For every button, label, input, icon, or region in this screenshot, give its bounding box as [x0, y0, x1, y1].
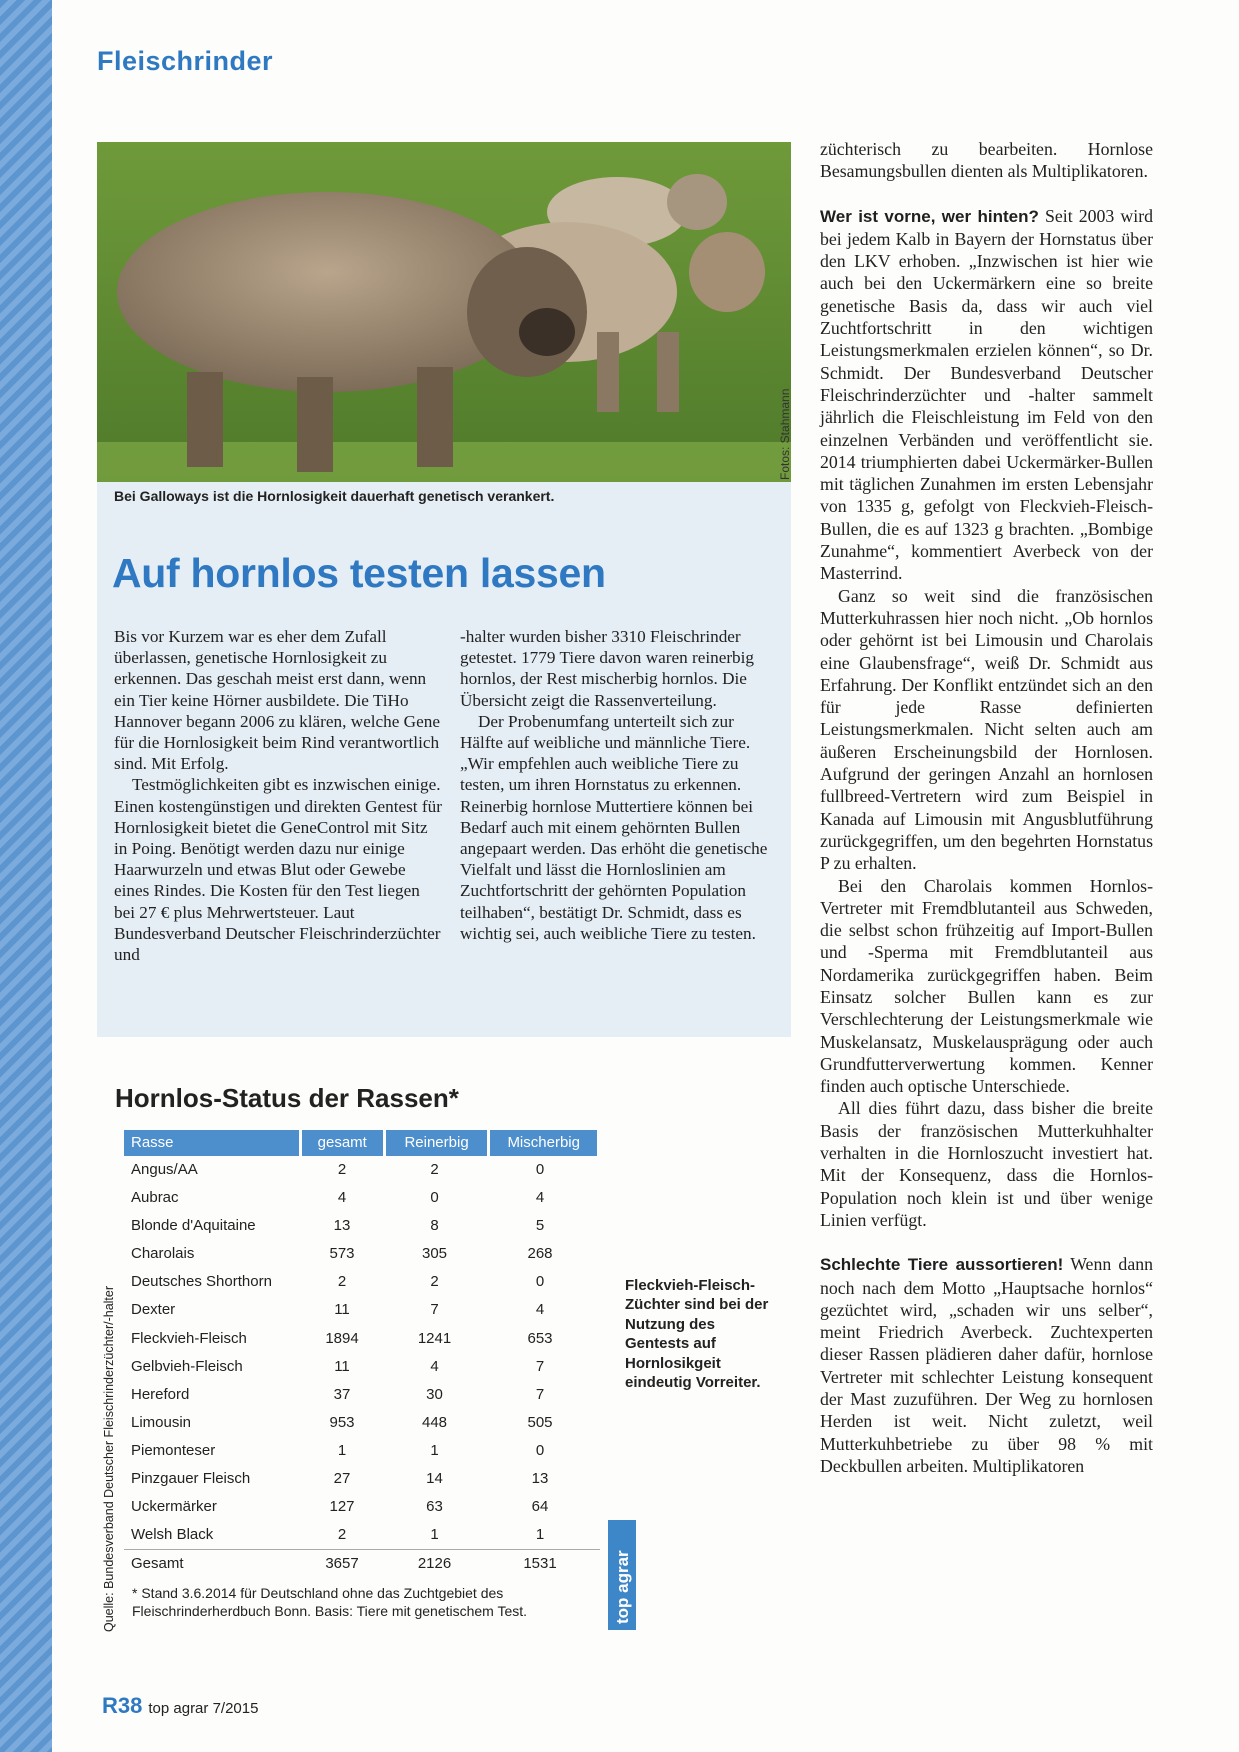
table-cell: 5 [535, 1217, 545, 1235]
table-row [124, 1353, 600, 1381]
total-reinerbig: 2126 [417, 1555, 452, 1573]
table-cell: 2 [337, 1526, 347, 1544]
table-cell: 4 [535, 1189, 545, 1207]
galloway-cattle-image [97, 142, 791, 482]
table-cell: 0 [535, 1273, 545, 1291]
table-header [124, 1130, 600, 1156]
section-title: Fleischrinder [97, 46, 274, 76]
table-cell: 30 [426, 1385, 443, 1403]
issue-label: top agrar 7/2015 [148, 1700, 259, 1717]
table-cell: 14 [426, 1470, 443, 1488]
table-cell: Charolais [131, 1245, 195, 1263]
table-cell: 11 [334, 1301, 350, 1319]
table-cell: 1894 [325, 1329, 359, 1347]
table-cell: 1 [430, 1441, 439, 1459]
table-cell: 8 [430, 1217, 439, 1235]
page-number: R38 [102, 1693, 143, 1718]
table-cell: 2 [337, 1273, 347, 1291]
table-row [124, 1493, 600, 1521]
table-cell: 2 [430, 1273, 439, 1291]
photo-credit: Fotos: Stahmann [778, 388, 792, 480]
photo-caption: Bei Galloways ist die Hornlosigkeit dauerhaft genetisch verankert. [114, 488, 555, 504]
table-cell: 1 [337, 1441, 347, 1459]
header-reinerbig: Reinerbig [386, 1130, 488, 1156]
table-cell: 37 [333, 1385, 351, 1403]
table-cell: Limousin [131, 1413, 192, 1431]
table-cell: Dexter [131, 1301, 176, 1319]
table-title: Hornlos-Status der Rassen* [115, 1083, 459, 1113]
table-cell: Deutsches Shorthorn [131, 1273, 272, 1291]
table-cell: Pinzgauer Fleisch [131, 1470, 251, 1488]
table-cell: 4 [337, 1189, 347, 1207]
table-cell: 2 [337, 1161, 347, 1178]
table-cell: Hereford [131, 1385, 190, 1403]
table-cell: Gelbvieh-Fleisch [131, 1357, 243, 1375]
header-gesamt: gesamt [302, 1130, 383, 1156]
table-row [124, 1465, 600, 1493]
table-cell: Aubrac [131, 1189, 179, 1207]
table-cell: 0 [535, 1161, 545, 1178]
badge-label: top agrar [613, 1550, 632, 1624]
subheading: Wer ist vorne, wer hinten? [820, 206, 1039, 226]
table-cell: Angus/AA [131, 1161, 198, 1178]
paragraph: Bei den Charolais kommen Hornlos-Vertreter mit Fremdblutanteil aus Schweden, die selbst schon frühzeitig auf Import-Bullen und -Sperma mit Fremdblutanteil aus Nordamerika zurückgegriffen haben. Beim Einsatz solcher Bullen kann es zur Verschlechterung der Leistungsmerkmale wie Muskelansatz, Muskelausprägung oder auch Grundfutterverwertung kommen. Kenner finden auch optische Unterschiede. [820, 875, 1153, 1097]
table-cell: 7 [430, 1301, 439, 1319]
table-cell: 127 [329, 1498, 355, 1516]
table-row [124, 1156, 600, 1184]
header-mischerbig: Mischerbig [490, 1130, 597, 1156]
table-cell: 1 [430, 1526, 439, 1544]
table-source: Quelle: Bundesverband Deutscher Fleischrinderzüchter/-halter [102, 1285, 116, 1632]
table-cell: 1241 [417, 1329, 452, 1347]
side-stripe [0, 0, 52, 1752]
table-row [124, 1268, 600, 1296]
table-row [124, 1381, 600, 1409]
table-cell: 4 [430, 1357, 439, 1375]
table-row [124, 1296, 600, 1324]
paragraph: Bis vor Kurzem war es eher dem Zufall überlassen, genetische Hornlosigkeit zu erkennen. Das geschah meist erst dann, wenn ein Tier keine Hörner ausbildete. Die TiHo Hannover begann 2006 zu klären, welche Gene für die Hornlosigkeit beim Rind verantwortlich sind. Mit Erfolg. [114, 627, 440, 774]
page-footer [102, 1693, 258, 1719]
table-cell: 63 [426, 1498, 443, 1516]
table-footnote: * Stand 3.6.2014 für Deutschland ohne das Zuchtgebiet des Fleischrinderherdbuch Bonn. Basis: Tiere mit genetischem Test. [132, 1585, 528, 1619]
table-cell: 13 [531, 1470, 549, 1488]
table-cell: 0 [430, 1189, 439, 1207]
table-cell: 505 [527, 1413, 553, 1431]
table-row [124, 1240, 600, 1268]
table-body [124, 1156, 600, 1549]
table-cell: 64 [531, 1498, 549, 1516]
table-row [124, 1521, 600, 1549]
article-headline: Auf hornlos testen lassen [112, 550, 606, 596]
paragraph-text: Wenn dann noch nach dem Motto „Hauptsache hornlos“ gezüchtet wird, „schaden wir uns selber“, meint Friedrich Averbeck. Zuchtexperten dieser Rassen plädieren daher dafür, hornlose Vertreter mit schlechter Leistung konsequent der Mast zuzuführen. Der Weg zu hornlosen Herden ist weit. Nicht zuletzt, weil Mutterkuhbetriebe zu über 98 % mit Deckbullen arbeiten. Multiplikatoren [820, 1254, 1153, 1476]
article-column-1 [114, 626, 444, 965]
table-row [124, 1409, 600, 1437]
table-cell: 13 [333, 1217, 351, 1235]
table-cell: 11 [334, 1357, 350, 1375]
paragraph: -halter wurden bisher 3310 Fleischrinder getestet. 1779 Tiere davon waren reinerbig hornlos, der Rest mischerbig hornlos. Die Übersicht zeigt die Rassenverteilung. [460, 627, 755, 710]
table-cell: Uckermärker [131, 1498, 217, 1516]
table-cell: 0 [535, 1441, 545, 1459]
total-mischerbig: 1531 [523, 1555, 557, 1573]
total-gesamt: 3657 [325, 1555, 359, 1573]
table-row [124, 1184, 600, 1212]
table-cell: Fleckvieh-Fleisch [131, 1329, 247, 1347]
table-cell: 953 [329, 1413, 355, 1431]
subheading: Schlechte Tiere aussortieren! [820, 1255, 1064, 1275]
table-row [124, 1212, 600, 1240]
table-row [124, 1325, 600, 1353]
header-rasse: Rasse [124, 1130, 299, 1156]
table-row [124, 1437, 600, 1465]
table-cell: 653 [527, 1329, 553, 1347]
paragraph: Ganz so weit sind die französischen Mutterkuhrassen hier noch nicht. „Ob hornlos oder gehörnt ist bei Limousin und Charolais eine Glaubensfrage“, weiß Dr. Schmidt aus Erfahrung. Der Konflikt entzündet sich an den für jede Rasse definierten Leistungsmerkmalen. Nicht selten auch am äußeren Erscheinungsbild der Hornlosen. Aufgrund der geringen Anzahl an hornlosen fullbreed-Vertretern wird zum Beispiel in Kanada auf Limousin mit Angusblutführung zurückgegriffen, um den begehrten Hornstatus P zu erhalten. [820, 585, 1153, 874]
table-total-row [124, 1549, 600, 1577]
paragraph: Der Probenumfang unterteilt sich zur Hälfte auf weibliche und männliche Tiere. „Wir empfehlen auch weibliche Tiere zu testen, um ihren Hornstatus zu erkennen. Reinerbig hornlose Muttertiere können bei Bedarf auch mit einem gehörnten Bullen angepaart werden. Das erhöht die genetische Vielfalt und lässt die Hornloslinien am Zuchtfortschritt der gehörnten Population teilhaben“, bestätigt Dr. Schmidt, dass es wichtig sei, auch weibliche Tiere zu testen. [460, 711, 768, 943]
cattle-photo [97, 142, 791, 482]
table-cell: 268 [527, 1245, 553, 1263]
table-cell: Blonde d'Aquitaine [131, 1217, 256, 1235]
hornlos-table [124, 1130, 600, 1577]
paragraph [820, 1253, 1153, 1477]
top-agrar-badge [608, 1520, 636, 1630]
side-note: Fleckvieh-Fleisch-Züchter sind bei der Nutzung des Gentests auf Hornlosikgeit eindeutig Vorreiter. [625, 1277, 769, 1392]
table-cell: 4 [535, 1301, 545, 1319]
paragraph: züchterisch zu bearbeiten. Hornlose Besamungsbullen dienten als Multiplikatoren. [820, 139, 1153, 182]
table-cell: 2 [430, 1161, 439, 1178]
table-cell: 573 [329, 1245, 355, 1263]
table-cell: 27 [333, 1470, 351, 1488]
table-cell: 305 [421, 1245, 448, 1263]
table-cell: 448 [421, 1413, 448, 1431]
table-cell: Piemonteser [131, 1441, 216, 1459]
paragraph: Testmöglichkeiten gibt es inzwischen einige. Einen kostengünstigen und direkten Gentest für Hornlosigkeit bietet die GeneControl mit Sitz in Poing. Benötigt werden dazu nur einige Haarwurzeln und etwas Blut oder Gewebe eines Rindes. Die Kosten für den Test liegen bei 27 € plus Mehrwertsteuer. Laut Bundesverband Deutscher Fleischrinderzüchter und [114, 775, 442, 965]
paragraph [820, 205, 1153, 585]
total-label: Gesamt [131, 1555, 184, 1573]
article-column-2 [460, 626, 780, 944]
table-cell: Welsh Black [131, 1526, 214, 1544]
table-cell: 1 [535, 1526, 545, 1544]
paragraph-text: Seit 2003 wird bei jedem Kalb in Bayern der Hornstatus über den LKV erhoben. „Inzwischen ist hier wie auch bei den Uckermärkern eine so breite genetische Basis da, dass wir auch viel Zuchtfortschritt in den wichtigen Leistungsmerkmalen erzielen können“, so Dr. Schmidt. Der Bundesverband Deutscher Fleischrinderzüchter und -halter sammelt jährlich die Fleischleistung im Feld von den einzelnen Verbänden und veröffentlicht sie. 2014 triumphierten dabei Uckermärker-Bullen mit täglichen Zunahmen im ersten Lebensjahr von 1335 g, gefolgt von Fleckvieh-Fleisch-Bullen, die es auf 1323 g brachten. „Bombige Zunahme“, kommentiert Averbeck von der Masterrind. [820, 205, 1154, 584]
paragraph: All dies führt dazu, dass bisher die breite Basis der französischen Mutterkuhhalter verhalten in die Hornloszucht investiert hat. Mit der Konsequenz, dass die Hornlos-Population noch klein ist und über wenige Linien verfügt. [820, 1098, 1153, 1230]
table-cell: 7 [535, 1357, 545, 1375]
right-column [820, 138, 1153, 1477]
table-cell: 7 [535, 1385, 545, 1403]
